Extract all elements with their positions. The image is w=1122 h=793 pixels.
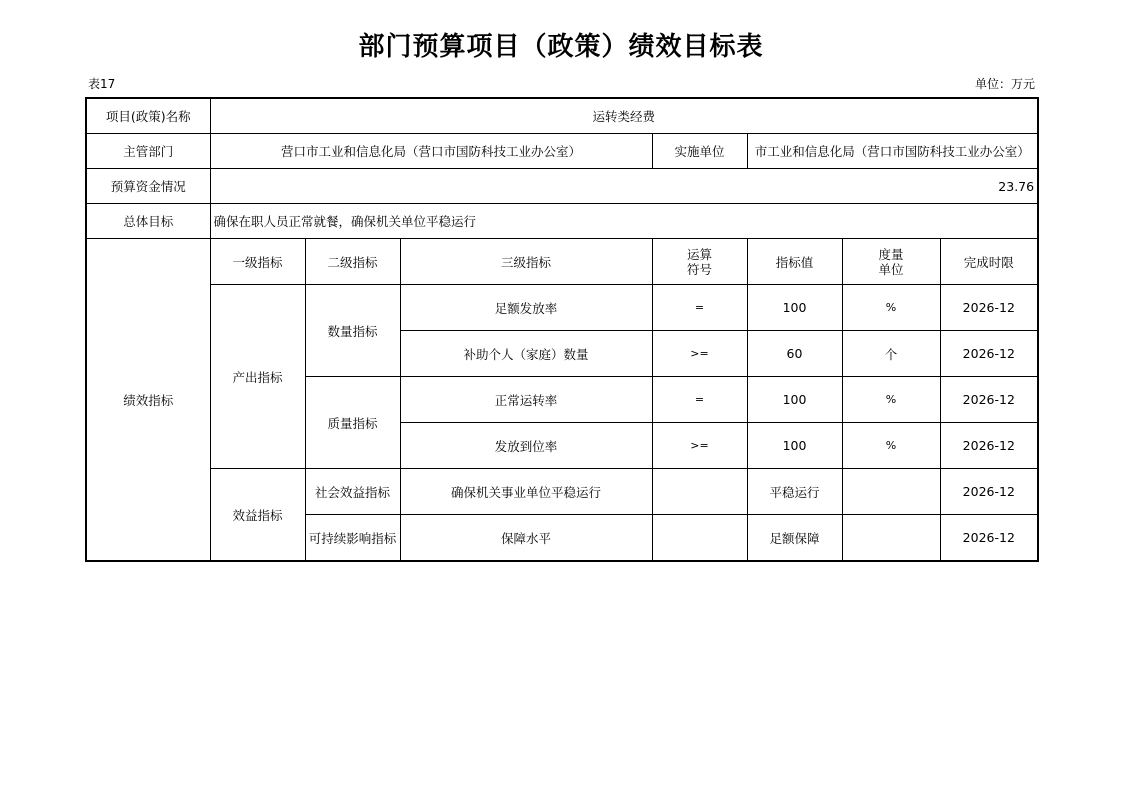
item-value: 60	[747, 331, 842, 377]
goal-label: 总体目标	[86, 204, 210, 239]
header-deadline: 完成时限	[940, 239, 1038, 285]
item-name: 补助个人（家庭）数量	[400, 331, 652, 377]
quantity-indicator-label: 数量指标	[305, 285, 400, 377]
item-value: 100	[747, 285, 842, 331]
item-deadline: 2026-12	[940, 469, 1038, 515]
item-value: 足额保障	[747, 515, 842, 562]
perf-header-row	[86, 239, 1038, 285]
item-name: 正常运转率	[400, 377, 652, 423]
header-operator-line1: 运算	[686, 246, 712, 262]
item-name: 发放到位率	[400, 423, 652, 469]
table-row	[86, 469, 1038, 515]
header-operator-line2: 符号	[686, 261, 712, 277]
item-value: 100	[747, 423, 842, 469]
item-unit: 个	[842, 331, 940, 377]
implementer-label: 实施单位	[652, 134, 747, 169]
item-unit	[842, 469, 940, 515]
table-row	[86, 285, 1038, 331]
budget-label: 预算资金情况	[86, 169, 210, 204]
header-level1: 一级指标	[210, 239, 305, 285]
item-deadline: 2026-12	[940, 377, 1038, 423]
perf-label: 绩效指标	[86, 239, 210, 562]
item-deadline: 2026-12	[940, 331, 1038, 377]
item-value: 平稳运行	[747, 469, 842, 515]
header-unit	[842, 239, 940, 285]
social-indicator-label: 社会效益指标	[305, 469, 400, 515]
unit-label: 单位：万元	[974, 77, 1035, 91]
department-row	[86, 134, 1038, 169]
item-deadline: 2026-12	[940, 423, 1038, 469]
item-deadline: 2026-12	[940, 515, 1038, 562]
table-number: 表17	[88, 77, 116, 91]
item-operator: >=	[652, 331, 747, 377]
performance-table	[85, 97, 1039, 562]
item-value: 100	[747, 377, 842, 423]
project-row	[86, 98, 1038, 134]
header-level3: 三级指标	[400, 239, 652, 285]
header-level2: 二级指标	[305, 239, 400, 285]
item-unit: %	[842, 285, 940, 331]
project-value: 运转类经费	[210, 98, 1038, 134]
item-unit: %	[842, 423, 940, 469]
item-name: 保障水平	[400, 515, 652, 562]
sustain-indicator-label: 可持续影响指标	[305, 515, 400, 562]
item-name: 足额发放率	[400, 285, 652, 331]
quality-indicator-label: 质量指标	[305, 377, 400, 469]
item-operator: >=	[652, 423, 747, 469]
budget-value: 23.76	[210, 169, 1038, 204]
department-value: 营口市工业和信息化局（营口市国防科技工业办公室）	[210, 134, 652, 169]
page-title: 部门预算项目（政策）绩效目标表	[358, 32, 764, 62]
goal-row	[86, 204, 1038, 239]
item-operator	[652, 469, 747, 515]
implementer-value: 市工业和信息化局（营口市国防科技工业办公室）	[747, 134, 1038, 169]
goal-value: 确保在职人员正常就餐，确保机关单位平稳运行	[210, 204, 1038, 239]
item-deadline: 2026-12	[940, 285, 1038, 331]
item-operator	[652, 515, 747, 562]
item-name: 确保机关事业单位平稳运行	[400, 469, 652, 515]
item-unit	[842, 515, 940, 562]
header-unit-line2: 单位	[878, 261, 904, 277]
output-indicator-label: 产出指标	[210, 285, 305, 469]
header-operator	[652, 239, 747, 285]
department-label: 主管部门	[86, 134, 210, 169]
budget-row	[86, 169, 1038, 204]
benefit-indicator-label: 效益指标	[210, 469, 305, 562]
item-operator: =	[652, 377, 747, 423]
project-label: 项目(政策)名称	[86, 98, 210, 134]
header-value: 指标值	[747, 239, 842, 285]
item-unit: %	[842, 377, 940, 423]
item-operator: =	[652, 285, 747, 331]
header-unit-line1: 度量	[878, 246, 904, 262]
